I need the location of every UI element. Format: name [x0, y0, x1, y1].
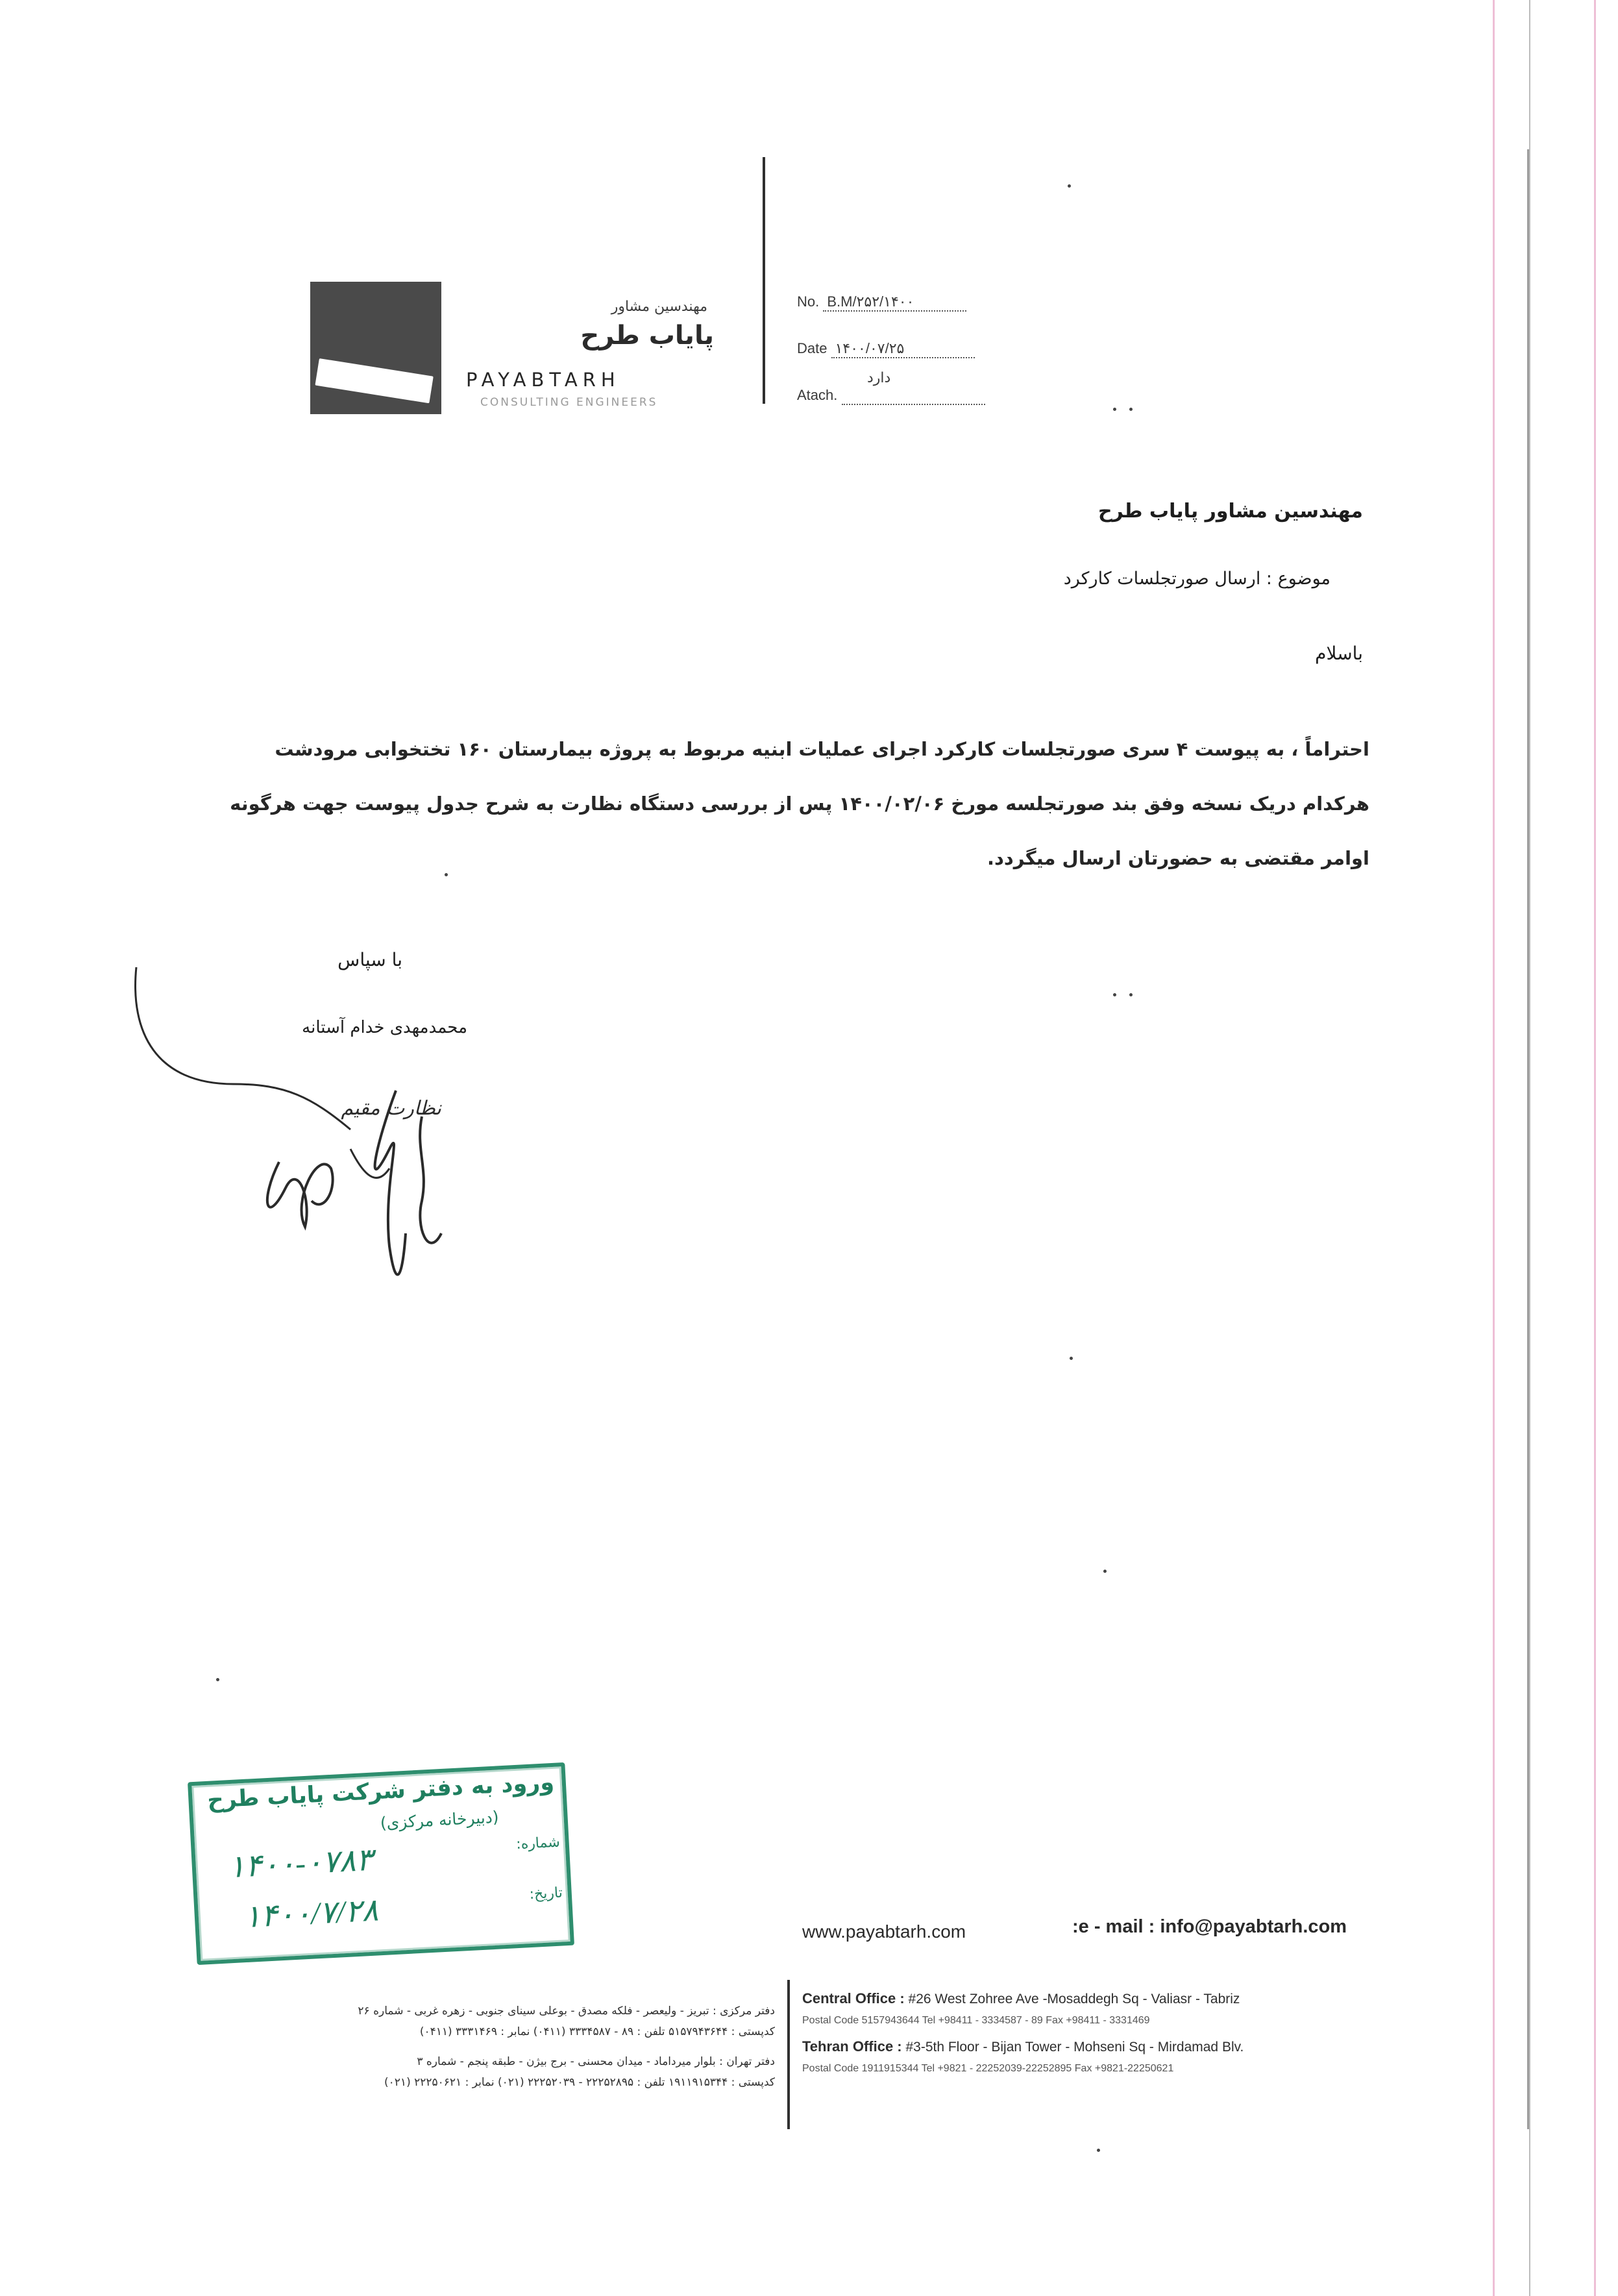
stamp-number-value: ۱۴۰۰-۰۷۸۳: [227, 1842, 374, 1885]
attachment-value: دارد: [867, 370, 891, 386]
scan-speck: [1097, 2149, 1100, 2152]
receipt-stamp: [188, 1762, 574, 1965]
scan-speck: [1129, 408, 1133, 411]
central-office-label: Central Office :: [802, 1990, 905, 2006]
signer-role-handwritten: نظارت مقیم: [341, 1097, 441, 1120]
stamp-number-label: شماره:: [515, 1834, 561, 1853]
scan-edge-line: [1529, 0, 1530, 2296]
scan-speck: [1068, 184, 1071, 188]
reference-number-value: B.M/۲۵۲/۱۴۰۰: [823, 293, 966, 312]
central-office-address: #26 West Zohree Ave -Mosaddegh Sq - Valiasr - Tabriz: [908, 1992, 1240, 2006]
logo-subtitle-fa: مهندسین مشاور: [611, 299, 707, 315]
tehran-office-address: #3-5th Floor - Bijan Tower - Mohseni Sq - Mirdamad Blv.: [905, 2040, 1244, 2055]
attachment-row: [797, 387, 985, 405]
date-label: Date: [797, 340, 827, 356]
footer-central-address-fa: دفتر مرکزی : تبریز - ولیعصر - فلکه مصدق - بوعلی سینای جنوبی - زهره غربی - شماره ۲۶: [358, 2005, 775, 2018]
margin-line-right: [1594, 0, 1596, 2296]
date-value: ۱۴۰۰/۰۷/۲۵: [831, 340, 975, 358]
footer-tehran-address-fa: دفتر تهران : بلوار میرداماد - میدان محسنی - برج بیژن - طبقه پنجم - شماره ۳: [417, 2055, 775, 2068]
scan-right-rule: [1527, 149, 1529, 2129]
footer-central-contact-fa: کدپستی : ۵۱۵۷۹۴۳۶۴۴ تلفن : ۸۹ - ۳۳۳۴۵۸۷ (۰۴۱۱) نمابر : ۳۳۳۱۴۶۹ (۰۴۱۱): [419, 2025, 775, 2038]
logo-name-en: PAYABTARH: [466, 369, 620, 391]
date-row: [797, 340, 975, 358]
scan-speck: [1070, 1357, 1073, 1360]
reference-number-label: No.: [797, 293, 820, 310]
subject-line: موضوع : ارسال صورتجلسات کارکرد: [1063, 569, 1330, 589]
footer-central-contact: Postal Code 5157943644 Tel +98411 - 3334587 - 89 Fax +98411 - 3331469: [802, 2015, 1150, 2026]
footer-tehran-office: [802, 2038, 1451, 2055]
closing-phrase: با سپاس: [337, 949, 402, 970]
attachment-dotted-line: [842, 387, 985, 405]
letter-body-paragraph: احتراماً ، به پیوست ۴ سری صورتجلسات کارکرد اجرای عملیات ابنیه مربوط به پروژه بیمارستان ۱۶۰ تختخوابی مرودشت هرکدام دریک نسخه وفق بند صورتجلسه مورخ ۱۴۰۰/۰۲/۰۶ پس از بررسی دستگاه نظارت به شرح جدول پیوست جهت هرگونه اوامر مقتضی به حضورتان ارسال میگردد.: [230, 738, 1369, 869]
footer-website[interactable]: www.payabtarh.com: [802, 1921, 966, 1942]
footer-central-office: [802, 1990, 1451, 2007]
scan-speck: [1129, 993, 1133, 996]
scan-speck: [1103, 1570, 1107, 1573]
reference-number-row: [797, 293, 966, 312]
scan-speck: [1113, 993, 1116, 996]
stamp-date-label: تاریخ:: [528, 1884, 563, 1903]
footer-email[interactable]: :e - mail : info@payabtarh.com: [1072, 1916, 1347, 1937]
stamp-subtitle: (دبیرخانه مرکزی): [380, 1807, 500, 1833]
greeting: باسلام: [1315, 643, 1363, 664]
company-logo-mark: [310, 282, 441, 414]
scan-speck: [1113, 408, 1116, 411]
stamp-date-value: ۱۴۰۰/۷/۲۸: [243, 1893, 380, 1935]
scan-speck: [445, 873, 448, 876]
tehran-office-label: Tehran Office :: [802, 2038, 902, 2055]
logo-white-stroke: [315, 358, 433, 403]
header-divider: [763, 157, 765, 404]
footer-tehran-contact-fa: کدپستی : ۱۹۱۱۹۱۵۳۴۴ تلفن : ۲۲۲۵۲۸۹۵ - ۲۲۲۵۲۰۳۹ (۰۲۱) نمابر : ۲۲۲۵۰۶۲۱ (۰۲۱): [384, 2076, 775, 2089]
recipient-line: مهندسین مشاور پایاب طرح: [1097, 500, 1363, 523]
footer-divider: [787, 1980, 790, 2129]
logo-tagline-en: CONSULTING ENGINEERS: [480, 396, 658, 409]
handwritten-signature: [117, 954, 506, 1318]
margin-line-left: [1493, 0, 1495, 2296]
footer-tehran-contact: Postal Code 1911915344 Tel +9821 - 22252039-22252895 Fax +9821-22250621: [802, 2063, 1174, 2074]
stamp-title: ورود به دفتر شرکت پایاب طرح: [206, 1769, 555, 1814]
scan-speck: [216, 1678, 219, 1681]
signer-name: محمدمهدی خدام آستانه: [302, 1018, 467, 1037]
attachment-label: Atach.: [797, 387, 838, 403]
logo-name-fa: پایاب طرح: [580, 321, 714, 351]
